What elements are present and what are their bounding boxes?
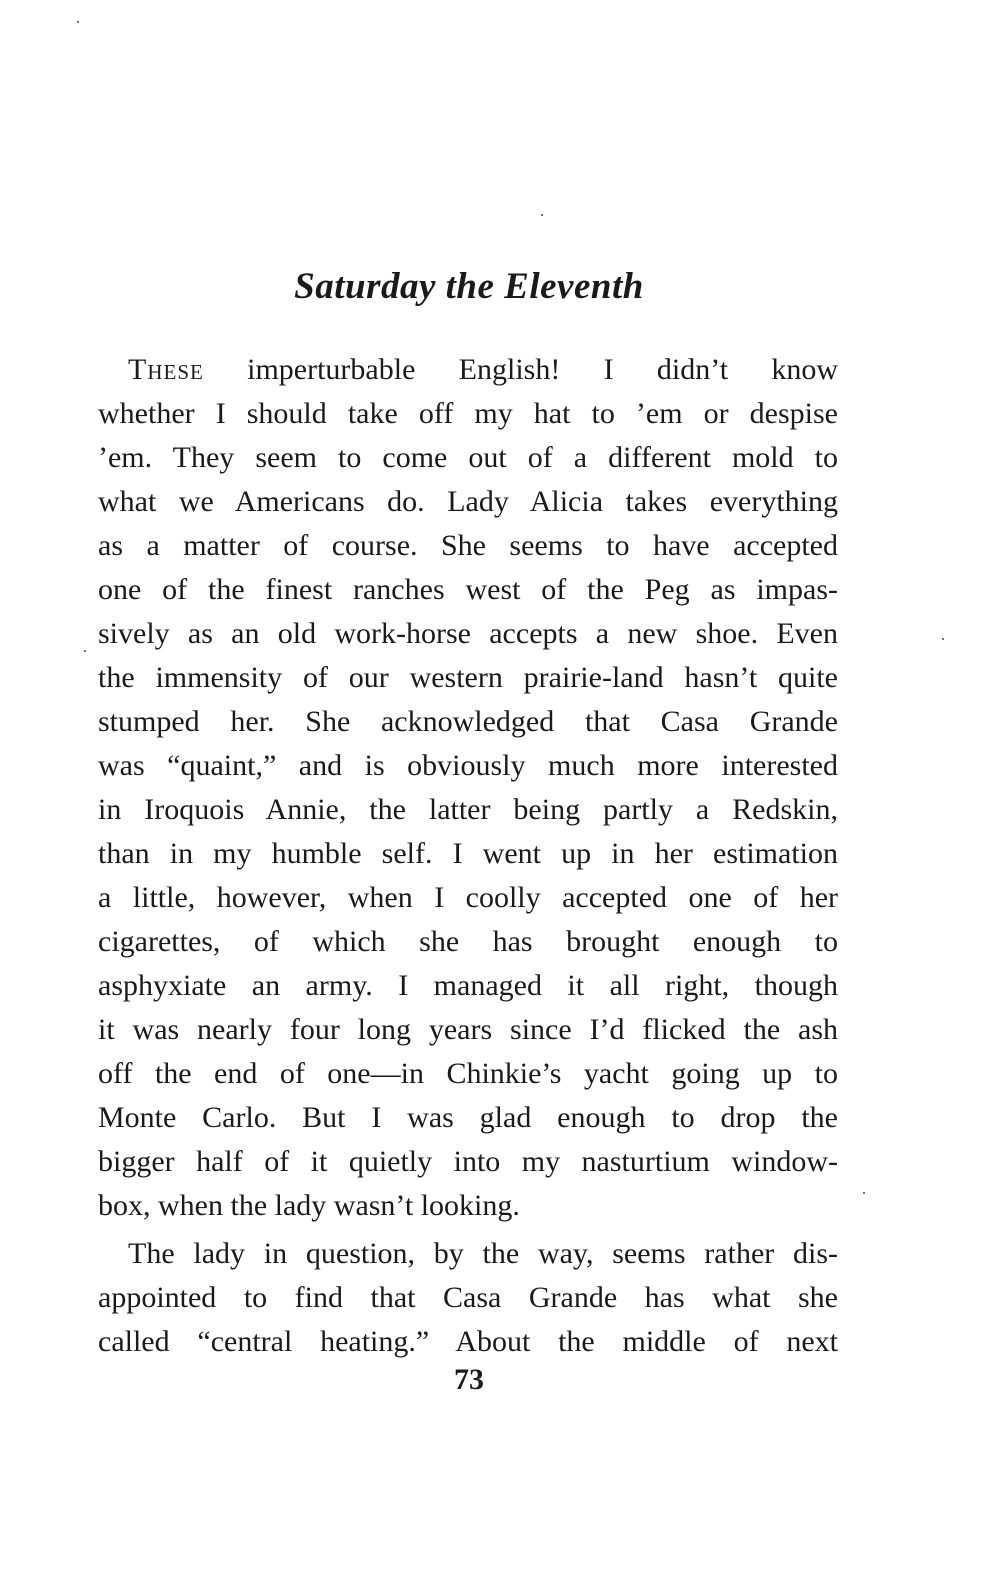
text-line: sively as an old work-horse accepts a new shoe. Even xyxy=(98,617,838,650)
text-line: was “quaint,” and is obviously much more interested xyxy=(98,749,838,782)
text-line: off the end of one—in Chinkie’s yacht going up to xyxy=(98,1057,838,1090)
text-line: asphyxiate an army. I managed it all right, though xyxy=(98,969,838,1002)
text-line: bigger half of it quietly into my nasturtium window- xyxy=(98,1145,838,1178)
chapter-title: Saturday the Eleventh xyxy=(294,266,644,307)
page-number: 73 xyxy=(454,1363,484,1396)
text-line: Monte Carlo. But I was glad enough to drop the xyxy=(98,1101,838,1134)
text-line: ’em. They seem to come out of a different mold to xyxy=(98,441,838,474)
text-line: whether I should take off my hat to ’em or despise xyxy=(98,397,838,430)
text-line: stumped her. She acknowledged that Casa Grande xyxy=(98,705,838,738)
paper-speck xyxy=(942,638,944,640)
paper-speck xyxy=(541,214,543,216)
text-line: it was nearly four long years since I’d flicked the ash xyxy=(98,1013,838,1046)
text-line: cigarettes, of which she has brought enough to xyxy=(98,925,838,958)
text-line: than in my humble self. I went up in her estimation xyxy=(98,837,838,870)
paper-speck xyxy=(84,650,86,652)
text-line: as a matter of course. She seems to have accepted xyxy=(98,529,838,562)
text-line: a little, however, when I coolly accepted one of her xyxy=(98,881,838,914)
text-line: appointed to find that Casa Grande has what she xyxy=(98,1281,838,1314)
paper-speck xyxy=(863,1192,865,1194)
text-line: one of the finest ranches west of the Peg as impas- xyxy=(98,573,838,606)
text-line: box, when the lady wasn’t looking. xyxy=(98,1189,520,1222)
body-text xyxy=(98,348,838,1364)
text-line: The lady in question, by the way, seems rather dis- xyxy=(128,1237,838,1270)
text-line: called “central heating.” About the middle of next xyxy=(98,1325,838,1358)
text-line: in Iroquois Annie, the latter being partly a Redskin, xyxy=(98,793,838,826)
text-line: what we Americans do. Lady Alicia takes everything xyxy=(98,485,838,518)
lead-word: These xyxy=(128,353,204,386)
text-line: These imperturbable English! I didn’t know xyxy=(128,353,838,386)
paper-speck xyxy=(77,21,79,23)
text-line: the immensity of our western prairie-land hasn’t quite xyxy=(98,661,838,694)
